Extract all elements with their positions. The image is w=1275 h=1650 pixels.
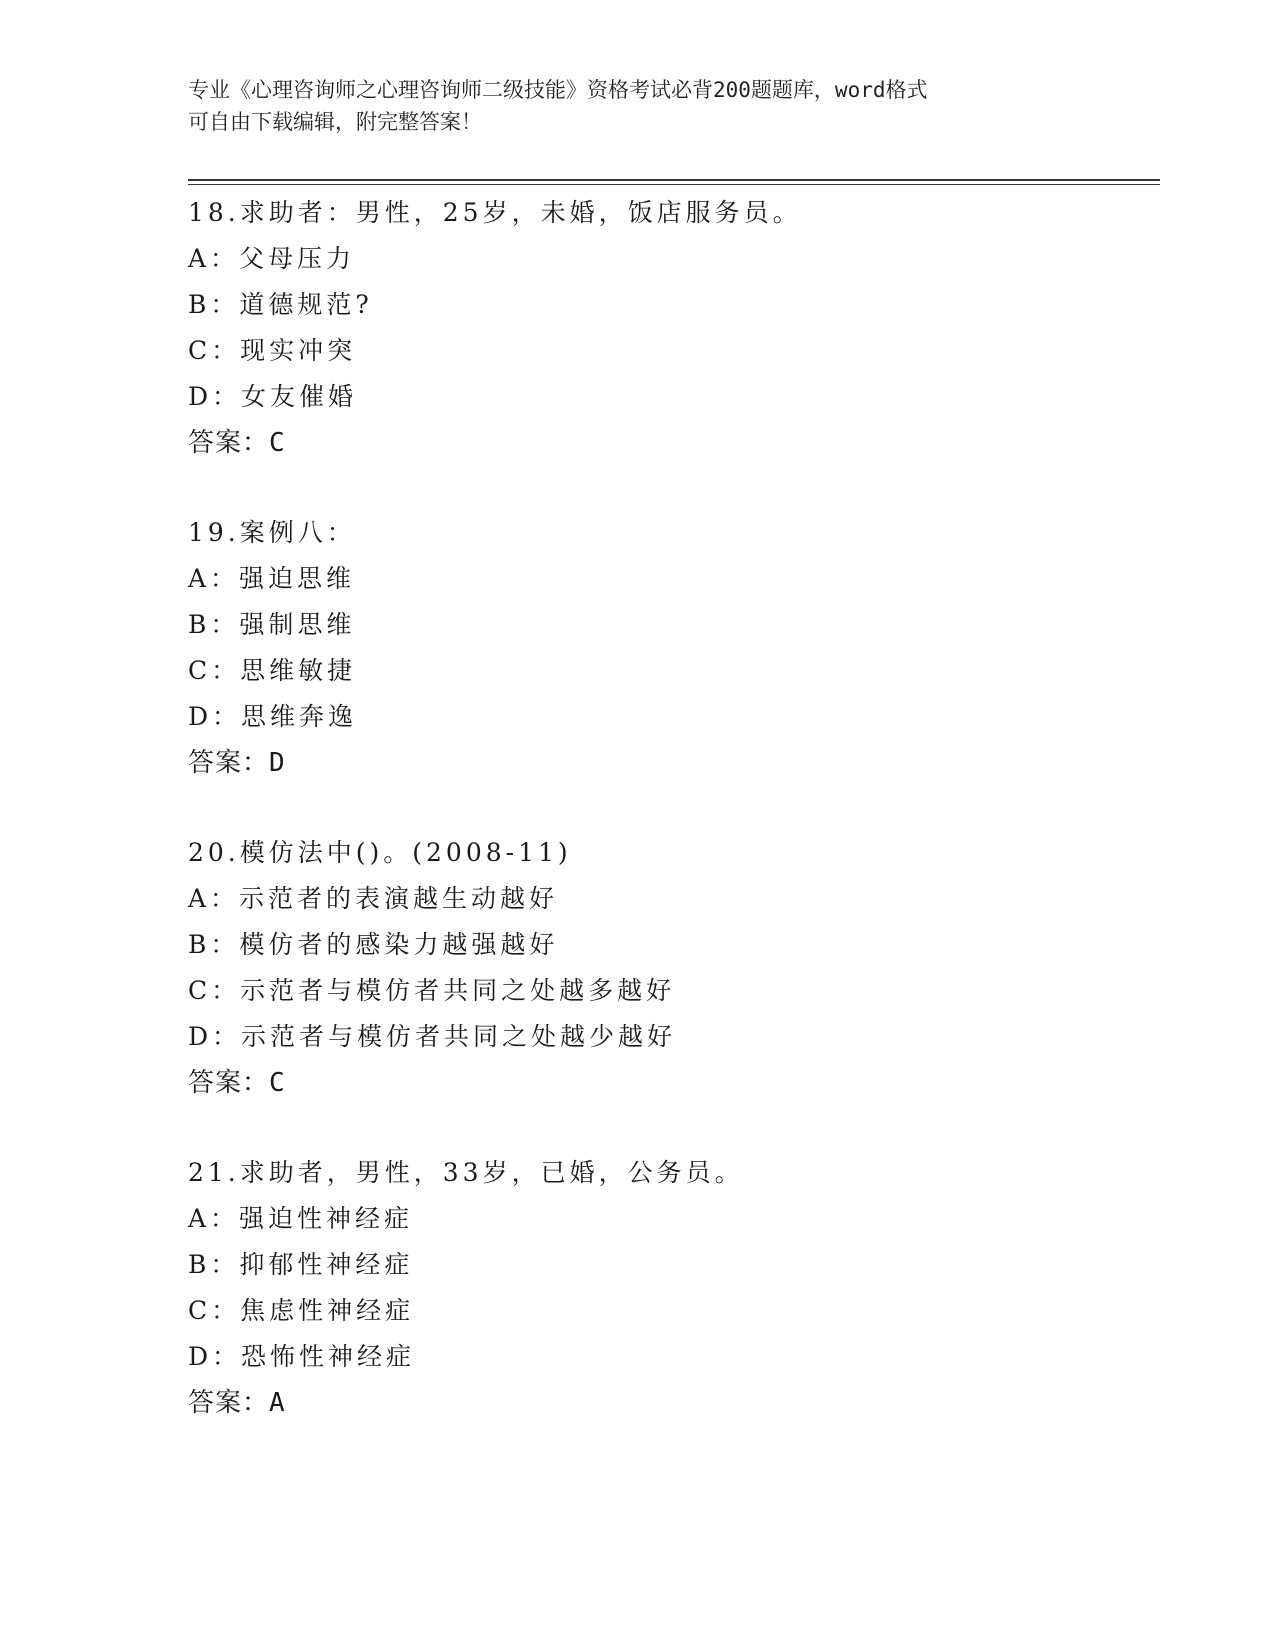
question-21 [188, 1150, 1168, 1426]
answer: 答案：C [188, 1068, 286, 1098]
header-divider-thin [188, 184, 1160, 185]
option-a: A：强迫性神经症 [188, 1204, 414, 1233]
option-c: C：思维敏捷 [188, 656, 357, 685]
document-header [188, 74, 1088, 138]
option-c: C：现实冲突 [188, 336, 357, 365]
question-stem: 19.案例八： [188, 518, 356, 547]
option-d: D：示范者与模仿者共同之处越少越好 [188, 1022, 677, 1051]
question-19 [188, 510, 1168, 786]
question-18 [188, 190, 1168, 466]
option-a: A：示范者的表演越生动越好 [188, 884, 559, 913]
option-d: D：女友催婚 [188, 382, 358, 411]
answer: 答案：D [188, 748, 286, 778]
option-a: A：强迫思维 [188, 564, 356, 593]
question-stem: 20.模仿法中()。(2008-11) [188, 838, 572, 867]
option-d: D：恐怖性神经症 [188, 1342, 416, 1371]
header-divider-thick [188, 179, 1160, 181]
option-c: C：示范者与模仿者共同之处越多越好 [188, 976, 676, 1005]
option-c: C：焦虑性神经症 [188, 1296, 415, 1325]
option-d: D：思维奔逸 [188, 702, 358, 731]
option-b: B：强制思维 [188, 610, 356, 639]
answer: 答案：A [188, 1388, 286, 1418]
option-b: B：抑郁性神经症 [188, 1250, 414, 1279]
question-stem: 18.求助者：男性，25岁，未婚，饭店服务员。 [188, 198, 802, 227]
question-stem: 21.求助者，男性，33岁，已婚，公务员。 [188, 1158, 744, 1187]
header-line-2: 可自由下载编辑，附完整答案！ [188, 110, 482, 134]
question-20 [188, 830, 1168, 1106]
question-list [188, 190, 1168, 1470]
option-a: A：父母压力 [188, 244, 356, 273]
header-line-1: 专业《心理咨询师之心理咨询师二级技能》资格考试必背200题题库，word格式 [188, 78, 928, 102]
option-b: B：模仿者的感染力越强越好 [188, 930, 559, 959]
answer: 答案：C [188, 428, 286, 458]
option-b: B：道德规范? [188, 290, 373, 319]
